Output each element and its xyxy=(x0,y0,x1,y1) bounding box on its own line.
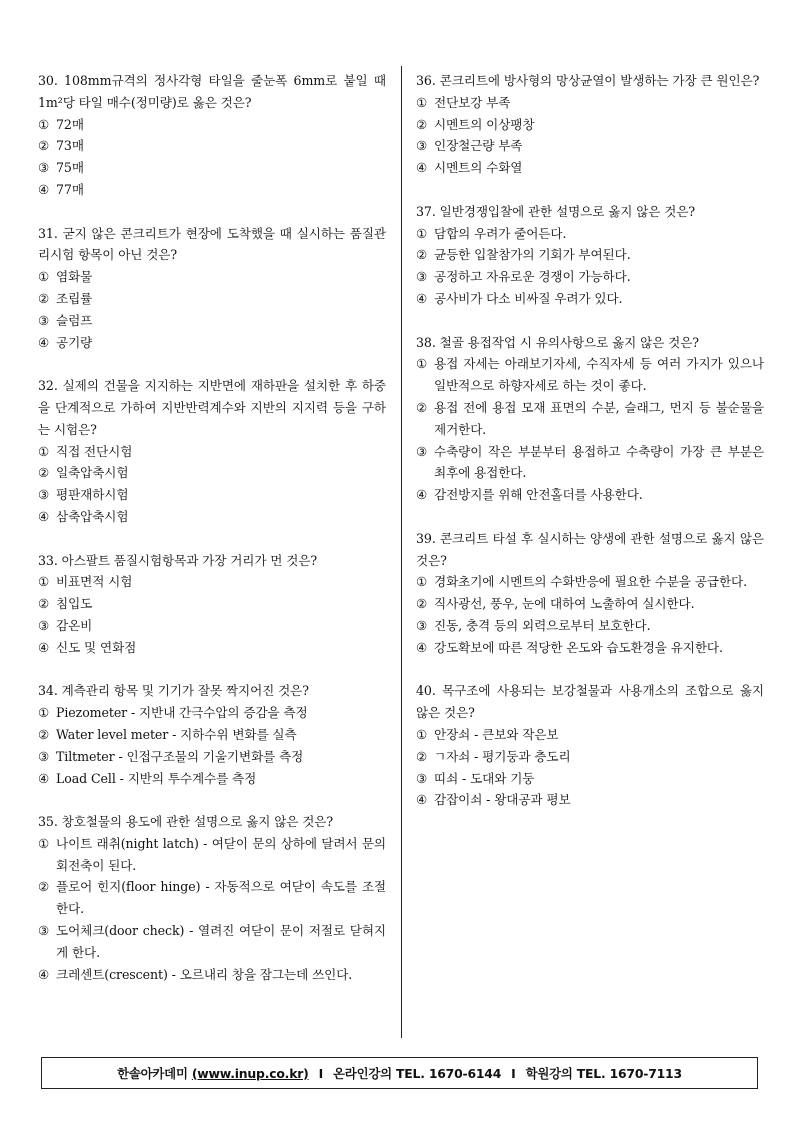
option-number: ④ xyxy=(416,290,428,306)
answer-option[interactable] xyxy=(416,92,764,114)
option-number: ② xyxy=(38,465,50,481)
answer-option[interactable] xyxy=(416,746,764,768)
option-text: 조립률 xyxy=(56,290,93,306)
option-number: ④ xyxy=(38,966,50,982)
answer-option[interactable] xyxy=(38,702,386,724)
question-text: 34. 계측관리 항목 및 기기가 잘못 짝지어진 것은? xyxy=(38,683,309,699)
answer-option[interactable] xyxy=(416,397,764,441)
answer-option[interactable] xyxy=(38,506,386,528)
option-text: 균등한 입찰참가의 기회가 부여된다. xyxy=(434,247,631,263)
question-block xyxy=(38,550,386,659)
answer-option[interactable] xyxy=(416,135,764,157)
answer-option[interactable] xyxy=(416,637,764,659)
option-text: 시멘트의 수화열 xyxy=(434,160,523,176)
option-text: 72매 xyxy=(56,116,84,132)
option-text: 직접 전단시험 xyxy=(56,443,133,459)
option-number: ③ xyxy=(38,617,50,633)
option-number: ② xyxy=(416,116,428,132)
answer-option[interactable] xyxy=(416,615,764,637)
option-number: ① xyxy=(38,835,50,851)
option-text: 직사광선, 풍우, 눈에 대하여 노출하여 실시한다. xyxy=(434,596,695,612)
option-text: 염화물 xyxy=(56,269,93,285)
option-text: 강도확보에 따른 적당한 온도와 습도환경을 유지한다. xyxy=(434,639,723,655)
footer-box xyxy=(41,1057,758,1089)
option-number: ① xyxy=(38,443,50,459)
answer-option[interactable] xyxy=(38,332,386,354)
option-text: 비표면적 시험 xyxy=(56,574,133,590)
footer-offline-tel: 학원강의 TEL. 1670-7113 xyxy=(525,1066,682,1081)
question-text: 37. 일반경쟁입찰에 관한 설명으로 옳지 않은 것은? xyxy=(416,203,696,219)
answer-option[interactable] xyxy=(416,789,764,811)
answer-option[interactable] xyxy=(38,310,386,332)
footer-online-tel: 온라인강의 TEL. 1670-6144 xyxy=(333,1066,502,1081)
option-text: 공기량 xyxy=(56,334,93,350)
answer-option[interactable] xyxy=(416,593,764,615)
option-text: 인장철근량 부족 xyxy=(434,138,523,154)
question-block xyxy=(416,201,764,310)
option-number: ④ xyxy=(38,639,50,655)
answer-option[interactable] xyxy=(416,571,764,593)
option-text: 수축량이 작은 부분부터 용접하고 수축량이 가장 큰 부분은 최후에 용접한다. xyxy=(434,443,764,481)
option-text: 담합의 우려가 줄어든다. xyxy=(434,225,567,241)
answer-option[interactable] xyxy=(38,593,386,615)
option-text: Water level meter - 지하수위 변화를 실측 xyxy=(56,726,297,742)
answer-option[interactable] xyxy=(38,571,386,593)
answer-option[interactable] xyxy=(38,920,386,964)
answer-option[interactable] xyxy=(416,441,764,485)
option-number: ① xyxy=(416,225,428,241)
question-block xyxy=(38,375,386,528)
answer-option[interactable] xyxy=(38,964,386,986)
option-number: ④ xyxy=(416,487,428,503)
question-block xyxy=(416,70,764,179)
question-text: 30. 108mm규격의 정사각형 타일을 줄눈폭 6mm로 붙일 때 1m²당 타일 매수(정미량)로 옳은 것은? xyxy=(38,73,386,110)
option-text: Load Cell - 지반의 투수계수를 측정 xyxy=(56,770,257,786)
footer-separator-1: I xyxy=(318,1065,324,1081)
answer-option[interactable] xyxy=(38,288,386,310)
option-number: ③ xyxy=(38,160,50,176)
question-block xyxy=(38,70,386,201)
option-number: ② xyxy=(38,290,50,306)
option-number: ② xyxy=(38,879,50,895)
option-text: 안장쇠 - 큰보와 작은보 xyxy=(434,726,559,742)
option-number: ② xyxy=(38,726,50,742)
left-column xyxy=(38,70,386,1007)
answer-option[interactable] xyxy=(38,484,386,506)
answer-option[interactable] xyxy=(416,724,764,746)
answer-option[interactable] xyxy=(38,833,386,877)
option-number: ② xyxy=(416,748,428,764)
answer-option[interactable] xyxy=(38,746,386,768)
question-text: 39. 콘크리트 타설 후 실시하는 양생에 관한 설명으로 옳지 않은 것은? xyxy=(416,530,764,568)
column-divider xyxy=(401,66,402,1038)
question-text: 33. 아스팔트 품질시험항목과 가장 거리가 먼 것은? xyxy=(38,552,318,568)
option-number: ② xyxy=(416,247,428,263)
option-text: 감온비 xyxy=(56,617,93,633)
option-number: ③ xyxy=(416,770,428,786)
answer-option[interactable] xyxy=(38,114,386,136)
answer-option[interactable] xyxy=(416,266,764,288)
option-text: 평판재하시험 xyxy=(56,487,129,503)
option-text: 공사비가 다소 비싸질 우려가 있다. xyxy=(434,290,623,306)
right-column xyxy=(416,70,764,833)
option-number: ② xyxy=(416,399,428,415)
option-text: 공정하고 자유로운 경쟁이 가능하다. xyxy=(434,269,631,285)
answer-option[interactable] xyxy=(38,135,386,157)
option-text: 77매 xyxy=(56,181,84,197)
answer-option[interactable] xyxy=(416,768,764,790)
option-number: ② xyxy=(38,596,50,612)
option-text: 시멘트의 이상팽창 xyxy=(434,116,535,132)
option-text: 감잡이쇠 - 왕대공과 평보 xyxy=(434,792,571,808)
answer-option[interactable] xyxy=(416,157,764,179)
option-number: ④ xyxy=(416,792,428,808)
footer-separator-2: I xyxy=(511,1065,516,1081)
question-text: 40. 목구조에 사용되는 보강철물과 사용개소의 조합으로 옳지 않은 것은? xyxy=(416,683,764,721)
option-number: ① xyxy=(416,726,428,742)
option-number: ④ xyxy=(38,181,50,197)
option-text: 전단보강 부족 xyxy=(434,94,511,110)
answer-option[interactable] xyxy=(38,441,386,463)
answer-option[interactable] xyxy=(416,288,764,310)
answer-option[interactable] xyxy=(38,615,386,637)
option-number: ③ xyxy=(416,138,428,154)
footer-academy: 한솔아카데미 xyxy=(117,1066,188,1081)
answer-option[interactable] xyxy=(38,179,386,201)
option-text: 73매 xyxy=(56,138,84,154)
option-number: ④ xyxy=(416,160,428,176)
option-number: ④ xyxy=(38,770,50,786)
question-text: 38. 철골 용접작업 시 유의사항으로 옳지 않은 것은? xyxy=(416,334,699,350)
question-block xyxy=(416,528,764,659)
question-text: 36. 콘크리트에 방사형의 망상균열이 발생하는 가장 큰 원인은? xyxy=(416,73,760,88)
option-text: 경화초기에 시멘트의 수화반응에 필요한 수분을 공급한다. xyxy=(434,574,747,590)
question-text: 35. 창호철물의 용도에 관한 설명으로 옳지 않은 것은? xyxy=(38,814,334,830)
answer-option[interactable] xyxy=(416,484,764,506)
option-number: ③ xyxy=(38,487,50,503)
option-number: ① xyxy=(38,705,50,721)
question-text: 31. 굳지 않은 콘크리트가 현장에 도착했을 때 실시하는 품질관리시험 항목이 아닌 것은? xyxy=(38,225,386,263)
option-number: ① xyxy=(38,116,50,132)
option-text: 진동, 충격 등의 외력으로부터 보호한다. xyxy=(434,617,651,633)
option-number: ③ xyxy=(416,617,428,633)
option-text: Tiltmeter - 인접구조물의 기울기변화를 측정 xyxy=(56,748,304,764)
option-text: 도어체크(door check) - 열려진 여닫이 문이 저절로 닫혀지게 한다. xyxy=(56,923,386,960)
answer-option[interactable] xyxy=(416,223,764,245)
option-text: 삼축압축시험 xyxy=(56,508,129,524)
option-text: 감전방지를 위해 안전홀더를 사용한다. xyxy=(434,487,643,503)
option-text: 띠쇠 - 도대와 기둥 xyxy=(434,770,535,786)
option-number: ③ xyxy=(38,312,50,328)
answer-option[interactable] xyxy=(416,353,764,397)
answer-option[interactable] xyxy=(38,724,386,746)
answer-option[interactable] xyxy=(416,244,764,266)
option-text: 침입도 xyxy=(56,596,93,612)
answer-option[interactable] xyxy=(38,637,386,659)
answer-option[interactable] xyxy=(38,462,386,484)
option-number: ② xyxy=(416,596,428,612)
option-text: 용접 전에 용접 모재 표면의 수분, 슬래그, 먼지 등 불순물을 제거한다. xyxy=(434,399,764,437)
question-block xyxy=(38,223,386,354)
option-text: ㄱ자쇠 - 평기둥과 층도리 xyxy=(434,748,571,764)
question-text: 32. 실제의 건물을 지지하는 지반면에 재하판을 설치한 후 하중을 단계적으로 가하여 지반반력계수와 지반의 지지력 등을 구하는 시험은? xyxy=(38,378,386,437)
option-number: ③ xyxy=(416,269,428,285)
option-text: 용접 자세는 아래보기자세, 수직자세 등 여러 가지가 있으나 일반적으로 하향자세로 하는 것이 좋다. xyxy=(434,356,764,394)
answer-option[interactable] xyxy=(416,114,764,136)
option-text: 크레센트(crescent) - 오르내리 창을 잠그는데 쓰인다. xyxy=(56,966,353,982)
option-number: ④ xyxy=(38,508,50,524)
question-block xyxy=(38,680,386,789)
option-number: ④ xyxy=(38,334,50,350)
option-number: ③ xyxy=(38,923,50,939)
option-text: 나이트 래취(night latch) - 여닫이 문의 상하에 달려서 문의 회전축이 된다. xyxy=(56,835,386,873)
option-number: ③ xyxy=(38,748,50,764)
question-block xyxy=(416,680,764,811)
option-text: 75매 xyxy=(56,160,84,176)
option-number: ① xyxy=(416,94,428,110)
answer-option[interactable] xyxy=(38,768,386,790)
option-text: 일축압축시험 xyxy=(56,465,129,481)
option-number: ③ xyxy=(416,443,428,459)
option-text: Piezometer - 지반내 간극수압의 증감을 측정 xyxy=(56,705,308,721)
option-number: ④ xyxy=(416,639,428,655)
option-number: ① xyxy=(38,269,50,285)
answer-option[interactable] xyxy=(38,266,386,288)
option-number: ① xyxy=(38,574,50,590)
option-text: 신도 및 연화점 xyxy=(56,639,137,655)
question-block xyxy=(416,332,764,506)
option-text: 플로어 힌지(floor hinge) - 자동적으로 여닫이 속도를 조절한다. xyxy=(56,879,386,917)
answer-option[interactable] xyxy=(38,876,386,920)
option-number: ① xyxy=(416,356,428,372)
question-block xyxy=(38,811,386,985)
answer-option[interactable] xyxy=(38,157,386,179)
footer-url-link[interactable]: (www.inup.co.kr) xyxy=(191,1065,309,1081)
option-number: ② xyxy=(38,138,50,154)
option-text: 슬럼프 xyxy=(56,312,93,328)
option-number: ① xyxy=(416,574,428,590)
